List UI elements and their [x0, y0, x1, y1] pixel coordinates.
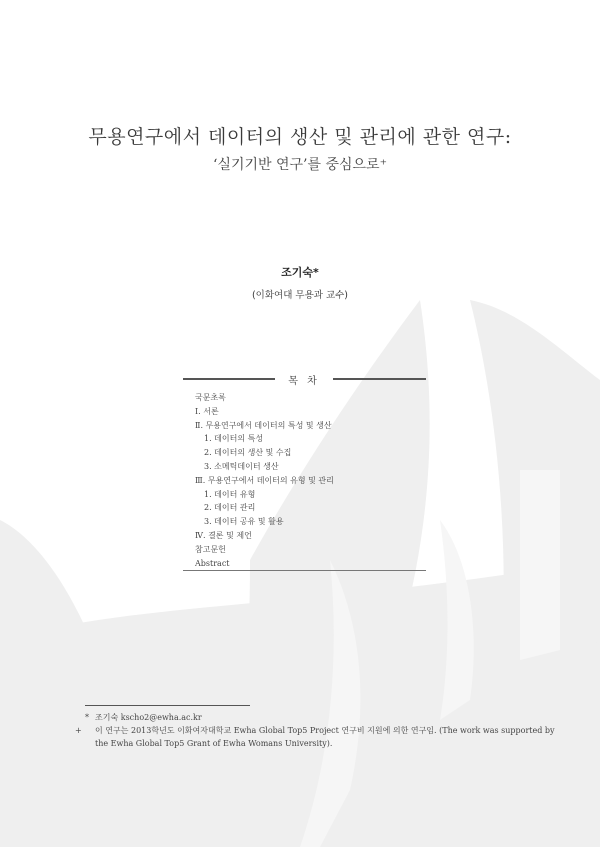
toc-item: 3. 데이터 공유 및 활용 [204, 517, 284, 527]
toc-item: Ⅳ. 결론 및 제언 [195, 530, 252, 540]
toc-rule-left [183, 378, 275, 380]
toc-item: 3. 소메틱데이터 생산 [204, 461, 279, 471]
toc-item: Ⅰ. 서론 [195, 406, 219, 416]
paper-subtitle: ‘실기기반 연구’를 중심으로⁺ [213, 157, 387, 173]
toc-item: Abstract [195, 558, 230, 568]
toc-item: 1. 데이터 유형 [204, 489, 256, 499]
footnote-text: 이 연구는 2013학년도 이화여자대학교 Ewha Global Top5 Project 연구비 지원에 의한 연구임. (The work was supported by the Ewha Global Top5 Grant of Ewha Womans University). [95, 726, 555, 748]
author-name: 조기숙* [281, 266, 319, 279]
table-of-contents [195, 391, 425, 570]
toc-item: 국문초록 [195, 393, 226, 402]
toc-item: Ⅱ. 무용연구에서 데이터의 특성 및 생산 [195, 420, 332, 430]
footnote-mark: + [75, 726, 82, 735]
toc-item: 참고문헌 [195, 544, 226, 554]
footnote-author [85, 711, 545, 724]
toc-title: 목 차 [288, 376, 320, 387]
toc-item: 1. 데이터의 특성 [204, 434, 264, 444]
toc-item: 2. 데이터 관리 [204, 503, 256, 513]
toc-item: Ⅲ. 무용연구에서 데이터의 유형 및 관리 [195, 475, 334, 485]
footnote-funding [75, 724, 555, 750]
toc-header [183, 372, 426, 386]
author-affiliation: (이화여대 무용과 교수) [251, 290, 349, 301]
toc-item: 2. 데이터의 생산 및 수집 [204, 448, 292, 458]
footnote-text: 조기숙 kscho2@ewha.ac.kr [95, 713, 202, 722]
toc-rule-right [333, 378, 426, 380]
footnote-rule [85, 705, 250, 706]
footnote-mark: * [85, 713, 89, 722]
toc-bottom-rule [183, 570, 426, 571]
paper-title: 무용연구에서 데이터의 생산 및 관리에 관한 연구: [88, 126, 512, 148]
